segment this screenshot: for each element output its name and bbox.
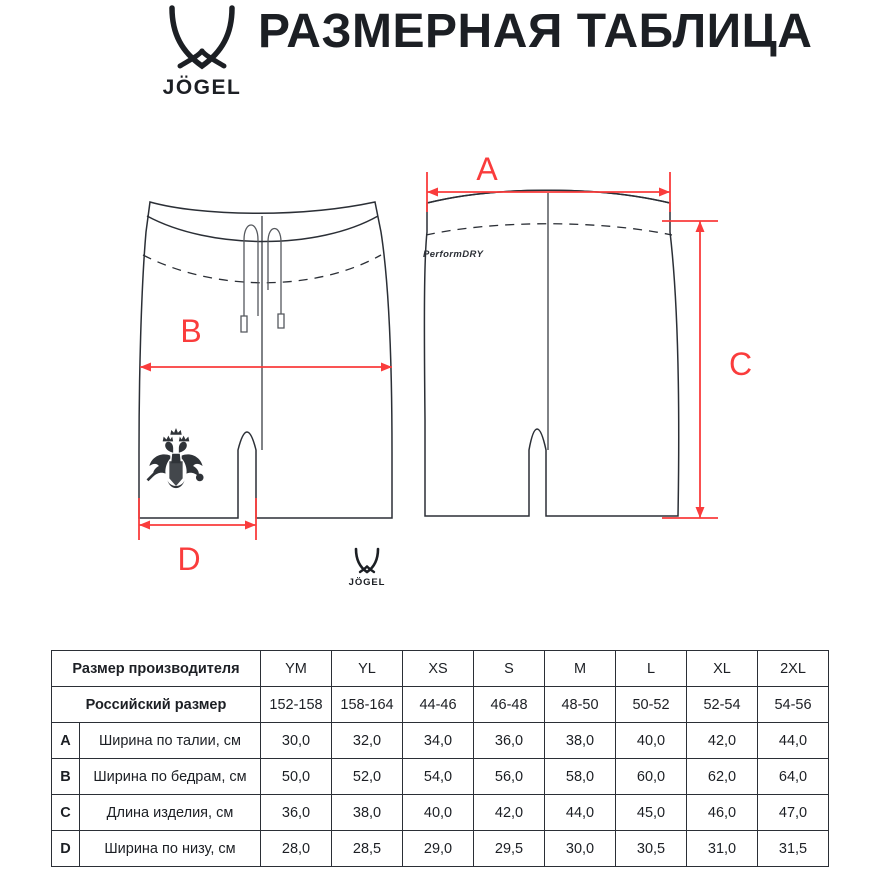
russian-size-xs: 44-46 [403, 687, 474, 723]
table-row-b [52, 759, 829, 795]
manufacturer-size-m: M [545, 651, 616, 687]
size-table [51, 650, 829, 867]
russian-size-2xl: 54-56 [758, 687, 829, 723]
table-row-manufacturer-size [52, 651, 829, 687]
jogel-leg-logo-icon [349, 549, 386, 588]
row-letter-c: C [52, 795, 80, 831]
d-xs: 29,0 [403, 831, 474, 867]
russian-size-s: 46-48 [474, 687, 545, 723]
table-row-c [52, 795, 829, 831]
table-row-russian-size [52, 687, 829, 723]
b-xl: 62,0 [687, 759, 758, 795]
dimension-label-b: B [180, 313, 202, 349]
dimension-c [662, 221, 718, 518]
d-s: 29,5 [474, 831, 545, 867]
row-letter-b: B [52, 759, 80, 795]
svg-text:JÖGEL: JÖGEL [162, 76, 242, 99]
row-description-a: Ширина по талии, см [80, 723, 261, 759]
c-ym: 36,0 [261, 795, 332, 831]
performdry-label: PerformDRY [423, 249, 484, 260]
b-m: 58,0 [545, 759, 616, 795]
page-title: РАЗМЕРНАЯ ТАБЛИЦА [258, 5, 813, 58]
b-ym: 50,0 [261, 759, 332, 795]
c-yl: 38,0 [332, 795, 403, 831]
jogel-logo-icon [152, 4, 252, 100]
c-xs: 40,0 [403, 795, 474, 831]
a-xs: 34,0 [403, 723, 474, 759]
table-row-d [52, 831, 829, 867]
russian-coat-of-arms-emblem [147, 428, 204, 488]
b-s: 56,0 [474, 759, 545, 795]
row-description-b: Ширина по бедрам, см [80, 759, 261, 795]
manufacturer-size-xs: XS [403, 651, 474, 687]
row-letter-a: A [52, 723, 80, 759]
page-header [0, 0, 875, 110]
manufacturer-size-ym: YM [261, 651, 332, 687]
manufacturer-size-2xl: 2XL [758, 651, 829, 687]
table-row-a [52, 723, 829, 759]
row-letter-d: D [52, 831, 80, 867]
d-2xl: 31,5 [758, 831, 829, 867]
shorts-back-view [424, 190, 678, 516]
a-s: 36,0 [474, 723, 545, 759]
d-l: 30,5 [616, 831, 687, 867]
dimension-label-a: A [476, 151, 498, 187]
dimension-label-c: C [729, 346, 753, 382]
svg-text:JÖGEL: JÖGEL [348, 577, 386, 588]
d-yl: 28,5 [332, 831, 403, 867]
dimension-b [140, 363, 392, 372]
russian-size-label: Российский размер [52, 687, 261, 723]
a-ym: 30,0 [261, 723, 332, 759]
b-l: 60,0 [616, 759, 687, 795]
russian-size-l: 50-52 [616, 687, 687, 723]
manufacturer-size-yl: YL [332, 651, 403, 687]
dimension-label-d: D [177, 541, 201, 577]
a-m: 38,0 [545, 723, 616, 759]
manufacturer-size-xl: XL [687, 651, 758, 687]
a-yl: 32,0 [332, 723, 403, 759]
manufacturer-size-l: L [616, 651, 687, 687]
b-yl: 52,0 [332, 759, 403, 795]
russian-size-m: 48-50 [545, 687, 616, 723]
row-description-d: Ширина по низу, см [80, 831, 261, 867]
d-ym: 28,0 [261, 831, 332, 867]
a-2xl: 44,0 [758, 723, 829, 759]
b-xs: 54,0 [403, 759, 474, 795]
c-m: 44,0 [545, 795, 616, 831]
c-2xl: 47,0 [758, 795, 829, 831]
c-xl: 46,0 [687, 795, 758, 831]
russian-size-ym: 152-158 [261, 687, 332, 723]
d-xl: 31,0 [687, 831, 758, 867]
size-table-container [51, 650, 828, 867]
a-xl: 42,0 [687, 723, 758, 759]
russian-size-xl: 52-54 [687, 687, 758, 723]
russian-size-yl: 158-164 [332, 687, 403, 723]
manufacturer-size-label: Размер производителя [52, 651, 261, 687]
d-m: 30,0 [545, 831, 616, 867]
c-s: 42,0 [474, 795, 545, 831]
b-2xl: 64,0 [758, 759, 829, 795]
a-l: 40,0 [616, 723, 687, 759]
row-description-c: Длина изделия, см [80, 795, 261, 831]
size-chart-illustration [0, 120, 875, 640]
c-l: 45,0 [616, 795, 687, 831]
manufacturer-size-s: S [474, 651, 545, 687]
